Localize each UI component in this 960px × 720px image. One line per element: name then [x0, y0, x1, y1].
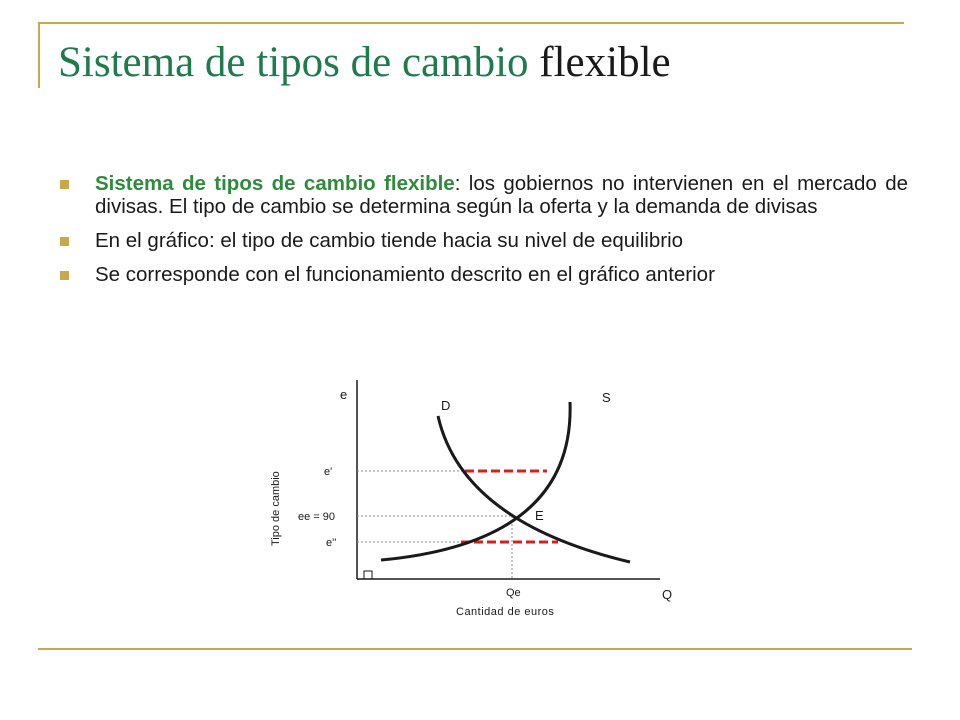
bullet-text: Se corresponde con el funcionamiento descrito en el gráfico anterior [95, 263, 715, 286]
demand-curve [438, 416, 630, 562]
slide-title [58, 38, 671, 87]
bullet-text: En el gráfico: el tipo de cambio tiende hacia su nivel de equilibrio [95, 229, 684, 252]
x-axis-symbol: Q [662, 587, 673, 602]
e-low-label: e'' [326, 537, 337, 549]
bullet-text: : los gobiernos no intervienen en el mercado de divisas. El tipo de cambio se determina según la oferta y la demanda de divisas [95, 172, 908, 218]
frame-top-line [38, 22, 904, 24]
bullet-list [58, 172, 908, 297]
demand-label: D [441, 398, 451, 413]
x-axis-title: Cantidad de euros [456, 606, 555, 618]
e-high-label: e' [324, 466, 333, 478]
bullet-marker [60, 180, 69, 189]
bullet-marker [60, 271, 69, 280]
bullet-emphasis: Sistema de tipos de cambio flexible [95, 172, 455, 195]
title-highlight: flexible [539, 39, 671, 86]
y-axis-title: Tipo de cambio [270, 471, 282, 546]
bullet-item [58, 263, 908, 286]
y-axis-symbol: e [340, 387, 348, 402]
supply-curve [381, 402, 570, 560]
q-eq-label: Qe [506, 587, 521, 599]
bullet-marker [60, 237, 69, 246]
supply-demand-diagram [250, 372, 700, 622]
bullet-item [58, 172, 908, 218]
origin-marker [364, 571, 372, 579]
title-main: Sistema de tipos de cambio [58, 39, 529, 86]
supply-label: S [602, 390, 611, 405]
frame-left-line [38, 22, 40, 88]
bullet-item [58, 229, 908, 252]
equilibrium-label: E [535, 508, 544, 523]
e-eq-label: ee = 90 [298, 511, 336, 523]
frame-bottom-line [38, 648, 912, 650]
